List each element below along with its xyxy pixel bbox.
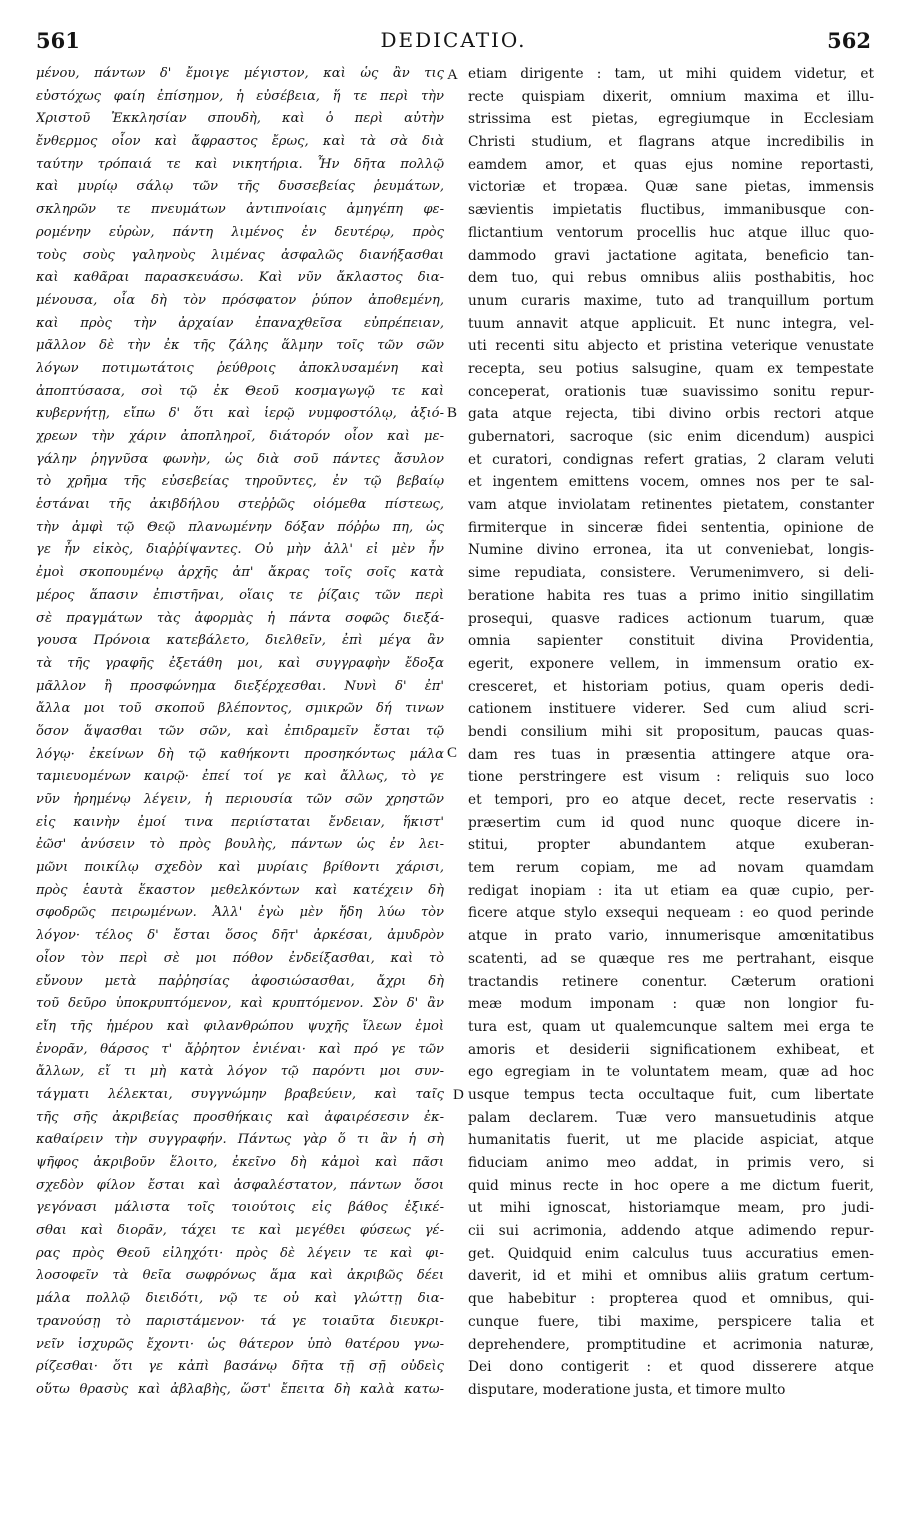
latin-text-line: tuum annavit atque applicuit. Et nunc integra, vel- xyxy=(468,315,874,332)
greek-text-line: τὴν ἀμφὶ τῷ Θεῷ πλανωμένην δόξαν πόῤῥω πη, ὡς xyxy=(36,519,444,535)
greek-text-line: οἷον τὸν περὶ σὲ μοι πόθον ἐνδείξασθαι, καὶ τὸ xyxy=(36,950,444,966)
latin-text-line: ego egregiam in te voluntatem meam, quæ ad hoc xyxy=(468,1064,874,1081)
greek-text-line: σὲ πραγμάτων τὰς ἀφορμὰς ἡ πάντα σοφῶς διεξά- xyxy=(36,610,444,626)
greek-text-line: γάλην ῥηγνῦσα φωνὴν, ὡς διὰ σοῦ πάντες ἄσυλον xyxy=(36,451,444,467)
latin-text-line: stitui, propter abundantem atque exuberan- xyxy=(468,837,874,854)
greek-text-line: μάλα πολλῷ διειδότι, νῷ τε οὐ καὶ γλώττῃ δια- xyxy=(36,1291,444,1307)
latin-text-line: recte quispiam dixerit, omnium maxima et illu- xyxy=(468,88,874,105)
latin-text-line: tractandis retinere conentur. Cæterum orationi xyxy=(468,973,874,990)
latin-text-line: palam declarem. Tuæ vero mansuetudinis atque xyxy=(468,1109,874,1126)
greek-text-line: ψῆφος ἀκριβοῦν ἕλοιτο, ἐκεῖνο δὴ κἀμοὶ καὶ πᾶσι xyxy=(36,1155,444,1170)
greek-text-line: γεγόνασι μάλιστα τοῖς τοιούτοις εἰς βάθος ἐξικέ- xyxy=(36,1200,444,1216)
section-marker-b: B xyxy=(447,405,458,421)
greek-text-line: ἄλλων, εἴ τι μὴ κατὰ λόγον τῷ παρόντι μοι συν- xyxy=(36,1064,444,1080)
greek-text-line: τοῦ δεῦρο ὑποκρυπτόμενον, καὶ κρυπτόμενον. Σὸν δ' ἂν xyxy=(36,996,444,1012)
latin-text-line: sævientis impietatis fluctibus, immanibusque con- xyxy=(468,202,874,219)
latin-text-line: Christi studium, et flagrans atque incredibilis in xyxy=(468,134,874,151)
greek-text-line: λόγων ποτιμωτάτοις ῥεύθροις ἀποκλυσαμένη καὶ xyxy=(36,360,444,376)
latin-text-line: tura est, quam ut qualemcunque saltem mei erga te xyxy=(468,1018,874,1035)
greek-text-line: σθαι καὶ διορᾶν, τάχει τε καὶ μεγέθει φύσεως γέ- xyxy=(36,1223,444,1239)
greek-text-line: νεῖν ἰσχυρῶς ἔχοντι· ὡς θάτερον ὑπὸ θατέρου γνω- xyxy=(36,1336,444,1352)
greek-text-line: ὅσον ἅψασθαι τῶν σῶν, καὶ ἐπιδραμεῖν ἔσται τῷ xyxy=(36,723,444,739)
greek-text-line: ἐμοὶ σκοπουμένῳ ἀρχῆς ἀπ' ἄκρας τοῖς σοῖς κατὰ xyxy=(36,565,444,581)
latin-text-line: atque in prato vario, innumerisque amœnitatibus xyxy=(468,928,874,945)
latin-text-line: Dei dono contigerit : et quod disserere atque xyxy=(468,1359,874,1376)
latin-text-line: ficere atque stylo exsequi nequeam : eo quod perinde xyxy=(468,905,874,922)
latin-text-line: etiam dirigente : tam, ut mihi quidem videtur, et xyxy=(468,66,874,82)
greek-text-line: λόγον· τέλος δ' ἔσται ὅσος δῆτ' ἀρκέσαι, ἀμυδρὸν xyxy=(36,928,444,944)
latin-text-line: dammodo gravi jactatione agitata, beneficio tan- xyxy=(468,247,874,264)
greek-text-line: καθαίρειν τὴν συγγραφήν. Πάντως γὰρ ὅ τι ἂν ἡ σὴ xyxy=(36,1132,444,1148)
greek-text-line: ρομένην εὑρὼν, πάντη λιμένος ἐν δευτέρῳ, πρὸς xyxy=(36,224,444,240)
latin-text-line: uti recenti situ abjecto et pristina veterique venustate xyxy=(468,338,874,355)
greek-text-line: ἐνορᾶν, θάρσος τ' ἄῤῥητον ἐνιέναι· καὶ πρό γε τῶν xyxy=(36,1041,444,1057)
greek-text-line: ρας πρὸς Θεοῦ εἰληχότι· πρὸς δὲ λέγειν τε καὶ φι- xyxy=(36,1245,444,1261)
latin-text-line: cationem instituere viderer. Sed cum aliud scri- xyxy=(468,701,874,718)
greek-text-line: τοὺς σοὺς γαληνοὺς λιμένας ἀσφαλῶς διανήξασθαι xyxy=(36,247,444,263)
latin-text-line: meæ modum imponam : quæ non longior fu- xyxy=(468,996,874,1013)
greek-text-line: τάγματι λέλεκται, συγγνώμην βραβεύειν, καὶ ταῖς xyxy=(36,1086,444,1102)
greek-text-line: οὕτω θρασὺς καὶ ἀβλαβὴς, ὥστ' ἔπειτα δὴ καλὰ κατω- xyxy=(36,1381,444,1397)
greek-text-line: σκληρῶν τε πνευμάτων ἀντιπνοίαις ἀμηγέπη φε- xyxy=(36,202,444,218)
greek-text-line: λοσοφεῖν τὰ θεῖα σωφρόνως ἅμα καὶ ἀκριβῶς δέει xyxy=(36,1268,444,1284)
latin-text-line: unum curaris maxime, tuto ad tranquillum portum xyxy=(468,292,874,309)
greek-text-line: τὰ τῆς γραφῆς ἐξετάθη μοι, καὶ συγγραφὴν ἔδοξα xyxy=(36,655,444,671)
greek-text-line: Χριστοῦ Ἐκκλησίαν σπουδὴ, καὶ ὁ περὶ αὐτὴν xyxy=(36,111,444,127)
latin-text-line: fiduciam animo meo addat, in primis vero, si xyxy=(468,1155,874,1171)
latin-text-line: que habebitur : propterea quod et omnibus, qui- xyxy=(468,1291,874,1308)
greek-text-line: χρεων τὴν χάριν ἀποπληροῖ, διάτορόν οἷον καὶ με- xyxy=(36,429,444,444)
latin-text-line: victoriæ et tropæa. Quæ sane pietas, immensis xyxy=(468,179,874,196)
section-marker-c: C xyxy=(447,745,458,761)
latin-text-line: firmiterque in sinceræ fidei sententia, opinione de xyxy=(468,519,874,536)
greek-text-line: γε ἦν εἰκὸς, διαῤῥίψαντες. Οὐ μὴν ἀλλ' εἰ μὲν ἦν xyxy=(36,542,444,558)
latin-text-line: flictantium ventorum procellis huc atque illuc quo- xyxy=(468,224,874,241)
latin-text-line: prosequi, quasve radices actionum tuarum, quæ xyxy=(468,610,874,627)
greek-text-line: εὐστόχως φαίη ἐπίσημον, ἡ εὐσέβεια, ἥ τε περὶ τὴν xyxy=(36,88,444,104)
latin-text-line: eamdem amor, et quas ejus nomine reportasti, xyxy=(468,156,874,173)
latin-text-line: strissima est pietas, egregiumque in Ecclesiam xyxy=(468,111,874,128)
latin-text-line: omnia sapienter constituit divina Providentia, xyxy=(468,633,874,650)
latin-text-line: cunque fuere, tibi maxime, perspicere talia et xyxy=(468,1313,874,1330)
page-number-right: 562 xyxy=(827,28,871,53)
greek-text-line: καὶ μυρίῳ σάλῳ τῶν τῆς δυσσεβείας ῥευμάτων, xyxy=(36,179,444,195)
latin-text-line: daverit, id et mihi et omnibus aliis gratum certum- xyxy=(468,1268,874,1285)
greek-text-line: μᾶλλον δὲ τὴν ἐκ τῆς ζάλης ἅλμην τοῖς τῶν σῶν xyxy=(36,338,444,354)
greek-text-line: εἰς καινὴν ἐμοί τινα περιίσταται ἔνδειαν, ἥκιστ' xyxy=(36,814,444,830)
latin-text-line: et tempori, pro eo atque decet, recte reservatis : xyxy=(468,792,874,808)
page-number-left: 561 xyxy=(36,28,80,53)
greek-text-line: σχεδὸν φίλον ἔσται καὶ ἀσφαλέστατον, πάντων ὅσοι xyxy=(36,1177,444,1193)
greek-text-line: ἐῶσ' ἀνύσειν τὸ πρὸς βουλὴς, πάντων ὡς ἐν λει- xyxy=(36,837,444,853)
greek-text-line: ταμιευομένων καιρῷ· ἐπεί τοί γε καὶ ἄλλως, τὸ γε xyxy=(36,769,444,785)
latin-text-line: scatenti, ad se quæque res me pertrahant, eisque xyxy=(468,950,874,967)
latin-text-line: disputare, moderatione justa, et timore multo xyxy=(468,1381,786,1398)
greek-text-line: καὶ καθᾶραι παρασκευάσω. Καὶ νῦν ἄκλαστος δια- xyxy=(36,270,444,286)
greek-text-line: γουσα Πρόνοια κατεβάλετο, διελθεῖν, ἐπὶ μέγα ἂν xyxy=(36,633,444,649)
latin-text-line: sime repudiata, consistere. Verumenimvero, si deli- xyxy=(468,565,874,582)
greek-text-line: μᾶλλον ἢ προσφώνημα διεξέρχεσθαι. Νυνὶ δ' ἐπ' xyxy=(36,678,444,694)
latin-text-line: egerit, exponere vellem, in immensum oratio ex- xyxy=(468,655,874,672)
latin-text-line: redigat inopiam : ita ut etiam ea quæ cupio, per- xyxy=(468,882,874,899)
latin-text-line: quid minus recte in hoc opere a me dictum fuerit, xyxy=(468,1177,874,1194)
latin-text-line: beratione habita res tuas a primo initio singillatim xyxy=(468,587,874,604)
latin-text-line: et ingentem emittens vocem, omnes nos per te sal- xyxy=(468,474,874,491)
latin-text-line: get. Quidquid enim calculus tuus accuratius emen- xyxy=(468,1245,874,1262)
latin-text-line: usque tempus tecta occultaque fuit, cum libertate xyxy=(468,1086,874,1103)
greek-text-line: τὸ χρῆμα τῆς εὐσεβείας τηροῦντες, ἐν τῷ βεβαίῳ xyxy=(36,474,444,490)
latin-text-line: vam atque inviolatam retinentes pietatem, constanter xyxy=(468,497,874,514)
greek-text-line: μέρος ἅπασιν ἐπιστῆναι, οἵαις τε ῥίζαις τῶν περὶ xyxy=(36,587,444,603)
latin-column xyxy=(468,63,874,1402)
latin-text-line: conceperat, orationis tuæ suavissimo sonitu repur- xyxy=(468,383,874,400)
greek-text-line: καὶ πρὸς τὴν ἀρχαίαν ἐπαναχθεῖσα εὐπρέπειαν, xyxy=(36,315,444,331)
greek-text-line: ἑστάναι τῆς ἀκιβδήλου στεῤῥῶς οἰόμεθα πίστεως, xyxy=(36,497,444,513)
latin-text-line: ut mihi ignoscat, historiamque meam, pro judi- xyxy=(468,1200,874,1217)
greek-text-line: μένου, πάντων δ' ἔμοιγε μέγιστον, καὶ ὡς ἂν τις xyxy=(36,66,444,81)
greek-text-line: εἴη τῆς ἡμέρου καὶ φιλανθρώπου ψυχῆς ἴλεων ἐμοὶ xyxy=(36,1018,444,1034)
latin-text-line: bendi consilium mihi sit propositum, paucas quas- xyxy=(468,723,874,740)
latin-text-line: tione perstringere est visum : reliquis suo loco xyxy=(468,769,874,786)
latin-text-line: cii sui acrimonia, addendo atque adimendo repur- xyxy=(468,1223,874,1240)
greek-text-line: κυβερνήτῃ, εἴπω δ' ὅτι καὶ ἱερῷ νυμφοστόλῳ, ἀξιό- xyxy=(36,406,444,422)
greek-text-line: εὔνουν μετὰ παῤῥησίας ἀφοσιώσασθαι, ἄχρι δὴ xyxy=(36,973,444,989)
latin-text-line: dam res tuas in præsentia attingere atque ora- xyxy=(468,746,874,763)
section-marker-a: A xyxy=(447,67,458,83)
greek-text-line: μένουσα, οἷα δὴ τὸν πρόσφατον ῥύπον ἀποθεμένη, xyxy=(36,292,444,308)
greek-column xyxy=(36,63,444,1402)
latin-text-line: gata atque rejecta, tibi divino orbis rectori atque xyxy=(468,406,874,423)
latin-text-line: et curatori, condignas refert gratias, 2 claram veluti xyxy=(468,451,874,468)
greek-text-line: πρὸς ἑαυτὰ ἕκαστον μεθελκόντων καὶ κατέχειν δὴ xyxy=(36,882,444,898)
greek-text-line: ρίζεσθαι· ὅτι γε κἀπὶ βασάνῳ δῆτα τῇ σῇ οὐδεὶς xyxy=(36,1359,444,1375)
latin-text-line: dem tuo, qui rebus omnibus aliis posthabitis, hoc xyxy=(468,270,874,287)
section-marker-d: D xyxy=(453,1087,464,1103)
greek-text-line: λόγῳ· ἐκείνων δὴ τῷ καθήκοντι προσηκόντως μάλα xyxy=(36,746,444,762)
latin-text-line: humanitatis fuerit, ut me placide aspiciat, atque xyxy=(468,1132,874,1149)
greek-text-line: τρανούσῃ τὸ παριστάμενον· τά γε τοιαῦτα διευκρι- xyxy=(36,1313,444,1329)
latin-text-line: tem rerum copiam, me ad novam quamdam xyxy=(468,860,874,877)
greek-text-line: σφοδρῶς πειρωμένων. Ἀλλ' ἐγὼ μὲν ἤδη λύω τὸν xyxy=(36,905,444,921)
greek-text-line: μῶνι ποικίλῳ σχεδὸν καὶ μυρίαις βρίθοντι χάρισι, xyxy=(36,860,444,876)
latin-text-line: præsertim cum id quod nunc quoque dicere in- xyxy=(468,814,874,831)
latin-text-line: Numine divino erronea, ita ut conveniebat, longis- xyxy=(468,542,874,559)
latin-text-line: amoris et desiderii significationem exhibeat, et xyxy=(468,1041,874,1058)
running-title: DEDICATIO. xyxy=(380,28,527,52)
latin-text-line: deprehendere, promptitudine et acrimonia naturæ, xyxy=(468,1336,874,1353)
latin-text-line: gubernatori, sacroque (sic enim dicendum) auspici xyxy=(468,429,874,445)
greek-text-line: ἄλλα μοι τοῦ σκοποῦ βλέποντος, σμικρῶν δή τινων xyxy=(36,701,444,717)
latin-text-line: recepta, seu potius salsugine, quam ex tempestate xyxy=(468,360,874,377)
greek-text-line: τῆς σῆς ἀκριβείας προσθήκαις καὶ ἀφαιρέσεσιν ἐκ- xyxy=(36,1109,444,1125)
page-header xyxy=(36,28,871,58)
greek-text-line: νῦν ἠρημένῳ λέγειν, ἡ περιουσία τῶν σῶν χρηστῶν xyxy=(36,792,444,807)
greek-text-line: ταύτην τρόπαιά τε καὶ νικητήρια. Ἦν δῆτα πολλῷ xyxy=(36,156,444,172)
latin-text-line: cresceret, et historiam potius, quam operis dedi- xyxy=(468,678,874,695)
greek-text-line: ἔνθερμος οἷον καὶ ἄφραστος ἔρως, καὶ τὰ σὰ διὰ xyxy=(36,134,444,150)
greek-text-line: ἀποπτύσασα, σοὶ τῷ ἐκ Θεοῦ κοσμαγωγῷ τε καὶ xyxy=(36,383,444,399)
